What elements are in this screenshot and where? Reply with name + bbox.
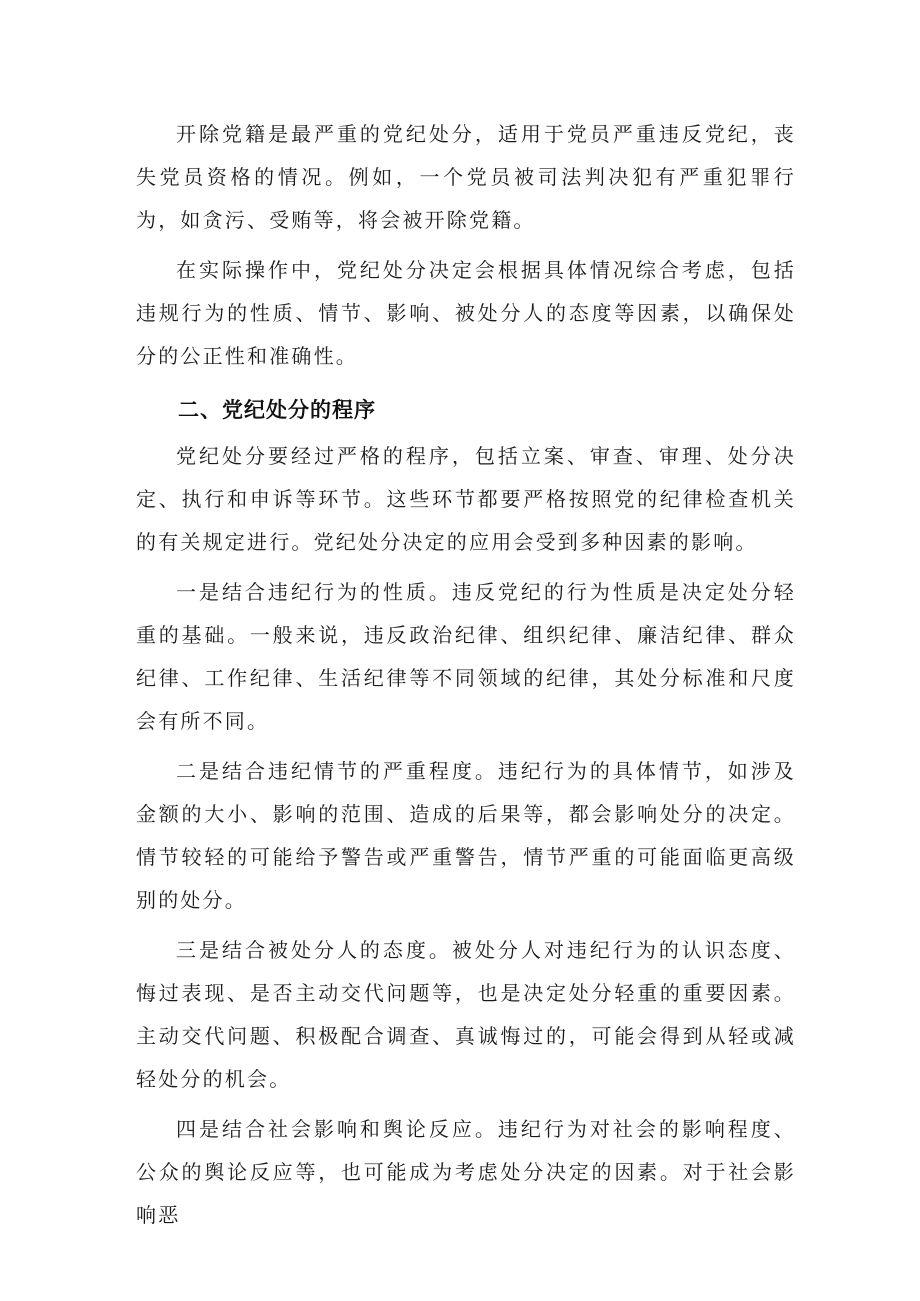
paragraph-social-impact: 四是结合社会影响和舆论反应。违纪行为对社会的影响程度、公众的舆论反应等，也可能成为考虑处分决定的因素。对于社会影响恶 xyxy=(136,1117,796,1227)
section-heading: 二、党纪处分的程序 xyxy=(178,398,376,422)
paragraph-attitude: 三是结合被处分人的态度。被处分人对违纪行为的认识态度、悔过表现、是否主动交代问题等，也是决定处分轻重的重要因素。主动交代问题、积极配合调查、真诚悔过的，可能会得到从轻或减轻处分的机会。 xyxy=(136,938,796,1091)
paragraph-severity: 二是结合违纪情节的严重程度。违纪行为的具体情节，如涉及金额的大小、影响的范围、造成的后果等，都会影响处分的决定。情节较轻的可能给予警告或严重警告，情节严重的可能面临更高级别的处分。 xyxy=(136,759,796,912)
document-body xyxy=(136,113,796,1244)
paragraph-nature: 一是结合违纪行为的性质。违反党纪的行为性质是决定处分轻重的基础。一般来说，违反政治纪律、组织纪律、廉洁纪律、群众纪律、工作纪律、生活纪律等不同领域的纪律，其处分标准和尺度会有所不同。 xyxy=(136,580,796,733)
paragraph-practical-operation: 在实际操作中，党纪处分决定会根据具体情况综合考虑，包括违规行为的性质、情节、影响、被处分人的态度等因素，以确保处分的公正性和准确性。 xyxy=(136,258,796,368)
paragraph-procedure: 党纪处分要经过严格的程序，包括立案、审查、审理、处分决定、执行和申诉等环节。这些环节都要严格按照党的纪律检查机关的有关规定进行。党纪处分决定的应用会受到多种因素的影响。 xyxy=(136,444,796,554)
paragraph-expulsion: 开除党籍是最严重的党纪处分，适用于党员严重违反党纪，丧失党员资格的情况。例如，一个党员被司法判决犯有严重犯罪行为，如贪污、受贿等，将会被开除党籍。 xyxy=(136,122,796,232)
